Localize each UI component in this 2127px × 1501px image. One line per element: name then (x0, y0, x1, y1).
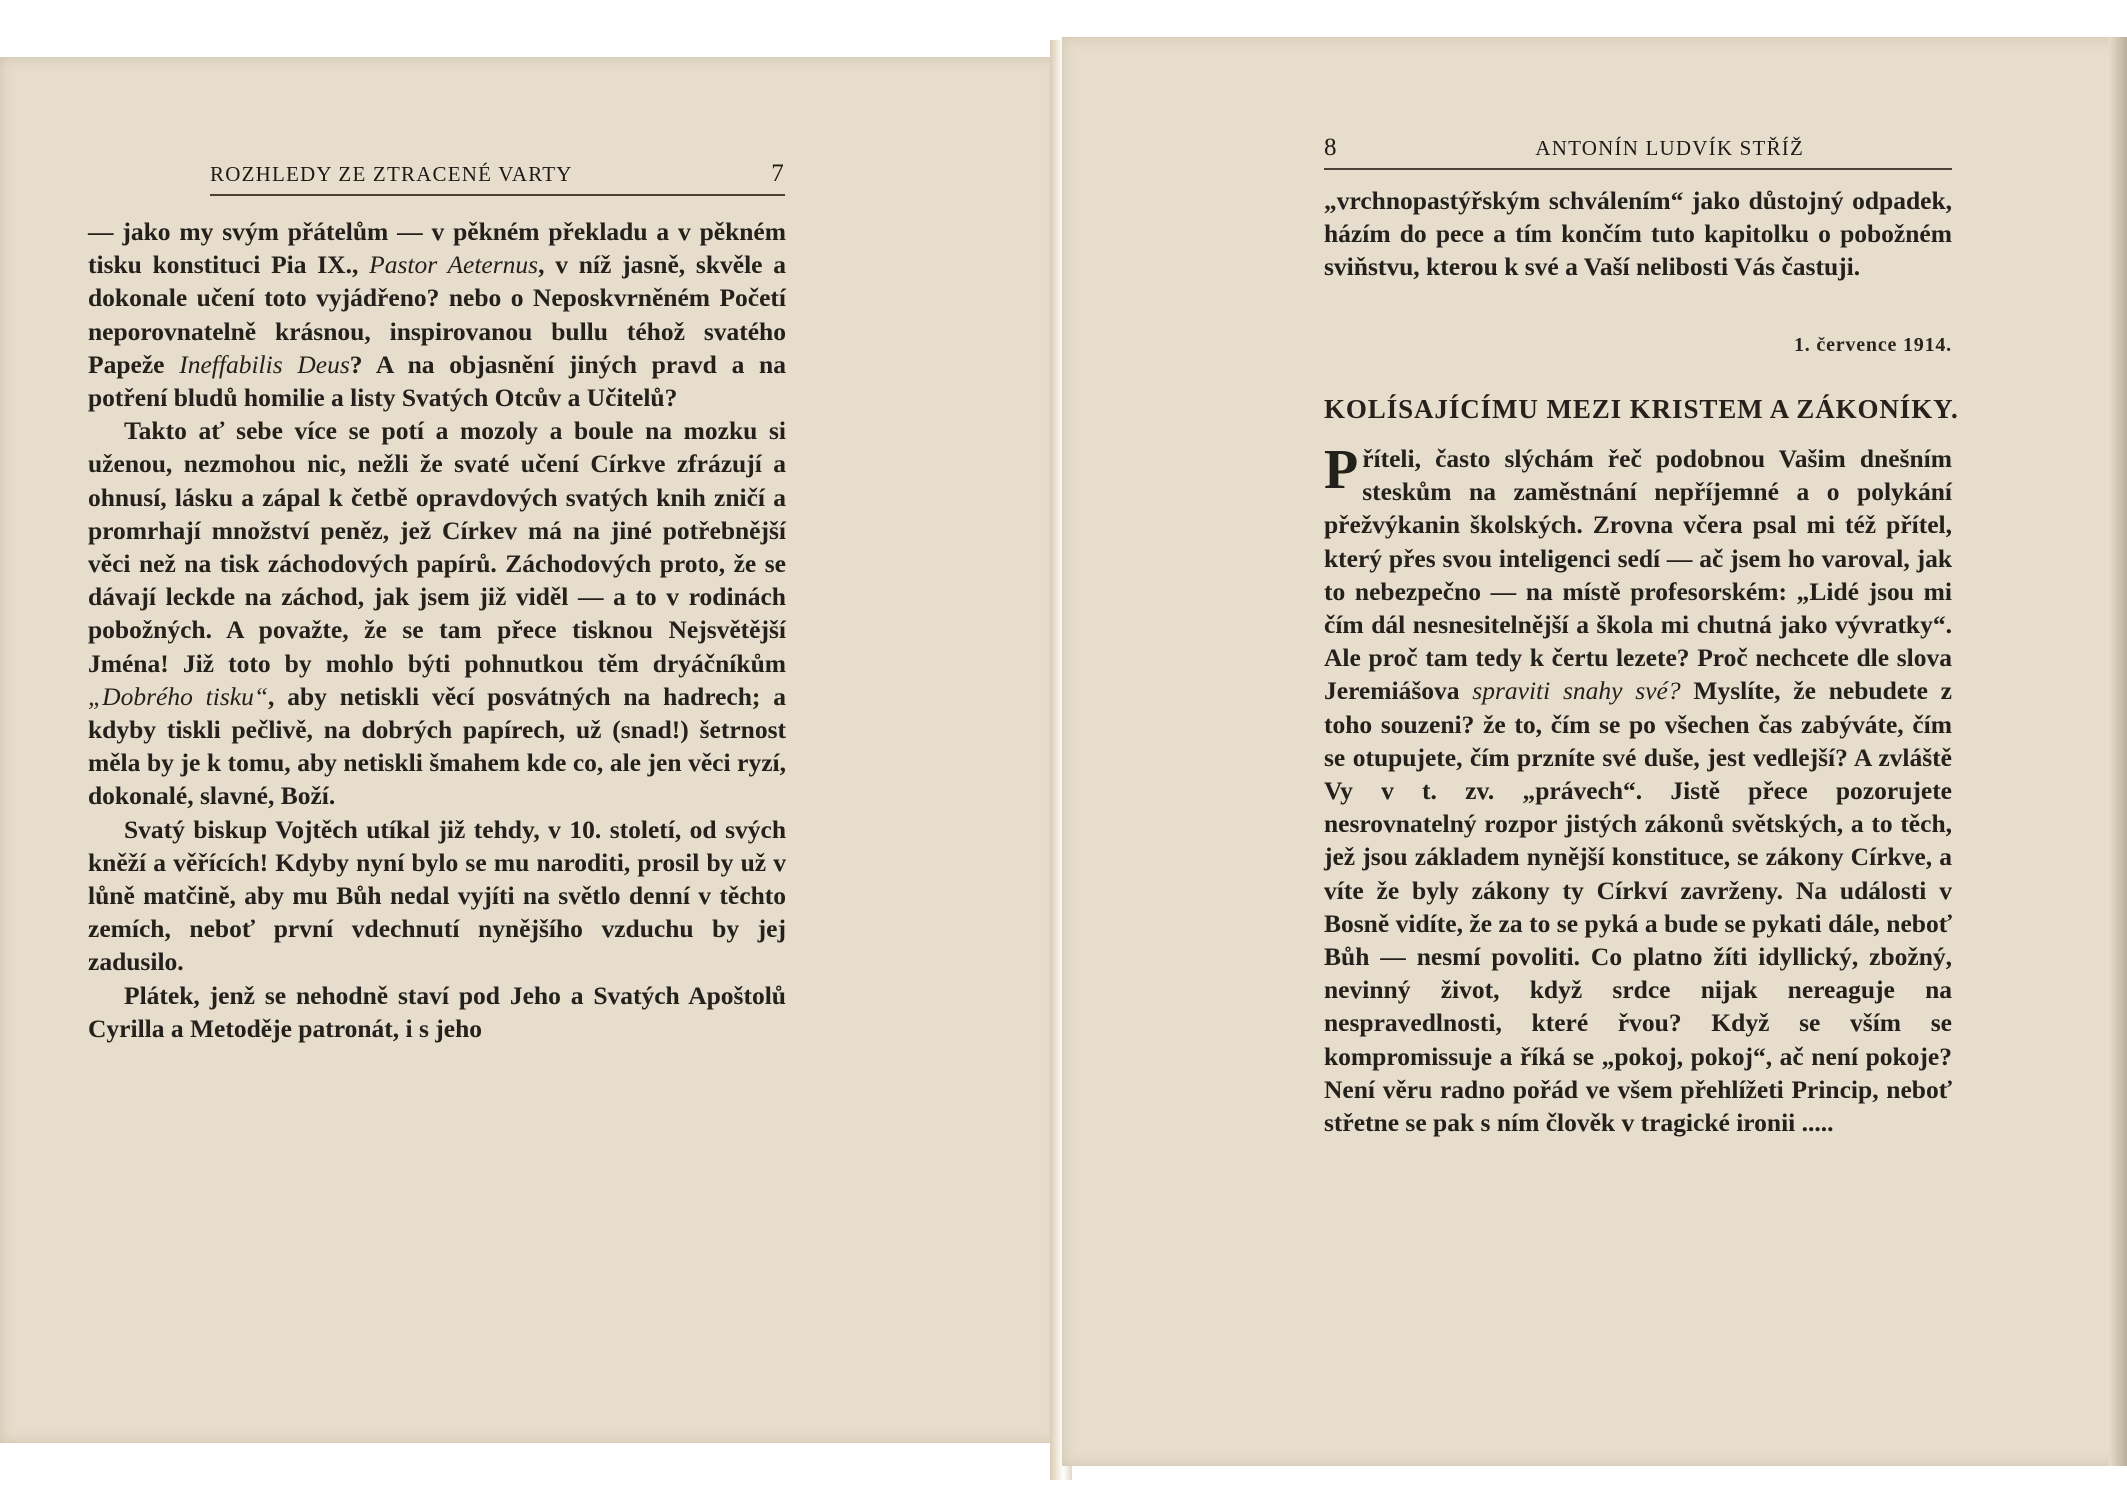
text-segment: — jako my svým přátelům — v pěkném překladu a v pěkném tisku konstituci Pia IX., (88, 217, 786, 280)
left-paragraph-1 (88, 215, 786, 414)
left-paragraph-3 (88, 813, 786, 979)
text-segment: Takto ať sebe více se potí a mozoly a boule na mozku si uženou, nezmohou nic, nežli že svaté učení Církve zfrázují a ohnusí, lásku a zápal k četbě opravdových svatých knih zničí a promrhají množství peněz, jež Církev má na jiné potřebnější věci než na tisk záchodových papírů. Záchodových proto, že se dávají leckde na záchod, jak jsem již viděl — a to v rodinách pobožných. A považte, že se tam přece tisknou Nejsvětější Jména! Již toto by mohlo býti pohnutkou těm dryáčníkům (88, 416, 786, 678)
italic-title: Pastor Aeternus (369, 250, 539, 280)
text-segment: říteli, často slýchám řeč podobnou Vašim dnešním steskům na zaměstnání nepříjemné a o polykání přežvýkanin školských. Zrovna včera psal mi též přítel, který přes svou inteligenci sedí — ač jsem ho varoval, jak to nebezpečno — na místě profesorském: „Lidé jsou mi čím dál nesnesitelnější a škola mi chutná jako vývratky“. Ale proč tam tedy k čertu lezete? Proč nechcete dle slova Jeremiášova (1324, 444, 1952, 706)
left-running-header (210, 160, 785, 196)
left-paragraph-4 (88, 979, 786, 1045)
text-segment: Svatý biskup Vojtěch utíkal již tehdy, v 10. století, od svých kněží a věřících! Kdyby nyní bylo se mu naroditi, prosil by už v lůně matčině, aby mu Bůh nedal vyjíti na světlo denní v těchto zemích, neboť první vdechnutí nynějšího vzduchu by jej zadusilo. (88, 814, 786, 977)
text-segment: , aby netiskli věcí posvátných na hadrech; a kdyby tiskli pečlivě, na dobrých papírech, už (snad!) šetrnost měla by je k tomu, aby netiskli šmahem kde co, ale jen věci ryzí, dokonalé, slavné, Boží. (88, 681, 787, 811)
right-header-title: ANTONÍN LUDVÍK STŘÍŽ (1535, 136, 1804, 160)
right-top-paragraph (1324, 184, 1952, 284)
letter-date: 1. července 1914. (1794, 334, 1952, 356)
text-segment: Myslíte, že nebudete z toho souzeni? že to, čím se po všechen čas zabýváte, čím se otupujete, čím przníte své duše, jest vedlejší? A zvláště Vy v t. zv. „právech“. Jistě přece pozorujete nesrovnatelný rozpor jistých zákonů světských, a to těch, jež jsou základem nynější konstituce, se zákony Církve, a víte že byly zákony ty Církví zavrženy. Na události v Bosně vidíte, že za to se pyká a bude se pykati dále, neboť Bůh — nesmí povoliti. Co platno žíti idyllický, zbožný, nevinný život, když srdce nijak nereaguje na nespravedlnosti, které řvou? Když se vším se kompromissuje a říká se „pokoj, pokoj“, ač není pokoje? Není věru radno pořád ve všem přehlížeti Princip, neboť střetne se pak s ním člověk v tragické ironii ..... (1324, 676, 1952, 1138)
right-paragraph-2 (1324, 439, 1952, 1139)
text-segment: ? A na objasnění jiných pravd a na potření bludů homilie a listy Svatých Otcův a Učitelů? (88, 349, 786, 413)
text-segment: Plátek, jenž se nehodně staví pod Jeho a Svatých Apoštolů Cyrilla a Metoděje patronát, i s jeho (88, 980, 786, 1043)
right-body-text (1324, 439, 1952, 1139)
italic-title: Ineffabilis Deus (179, 349, 350, 379)
text-segment: , v níž jasně, skvěle a dokonale učení toto vyjádřeno? nebo o Neposkvrněném Početí neporovnatelně krásnou, inspirovanou bullu téhož svatého Papeže (88, 250, 786, 379)
left-page-text (88, 215, 786, 1045)
italic-quote: spraviti snahy své? (1472, 676, 1681, 706)
left-paragraph-2 (88, 414, 786, 812)
drop-cap: P (1324, 439, 1359, 501)
left-header-title: ROZHLEDY ZE ZTRACENÉ VARTY (210, 162, 573, 186)
right-page-number: 8 (1324, 134, 1338, 161)
right-running-header (1324, 134, 1952, 170)
right-paragraph-1: „vrchnopastýřským schválením“ jako důstojný odpadek, házím do pece a tím končím tuto kapitolku o pobožném sviňstvu, kterou k své a Vaší nelibosti Vás častuji. (1324, 186, 1952, 282)
left-book-page (0, 57, 1060, 1443)
right-book-page (1062, 37, 2127, 1466)
chapter-title: KOLÍSAJÍCÍMU MEZI KRISTEM A ZÁKONÍKY. (1324, 394, 1959, 424)
right-page-edge (2109, 37, 2127, 1466)
left-page-number: 7 (771, 160, 785, 187)
italic-title: „Dobrého tisku“ (88, 681, 269, 711)
